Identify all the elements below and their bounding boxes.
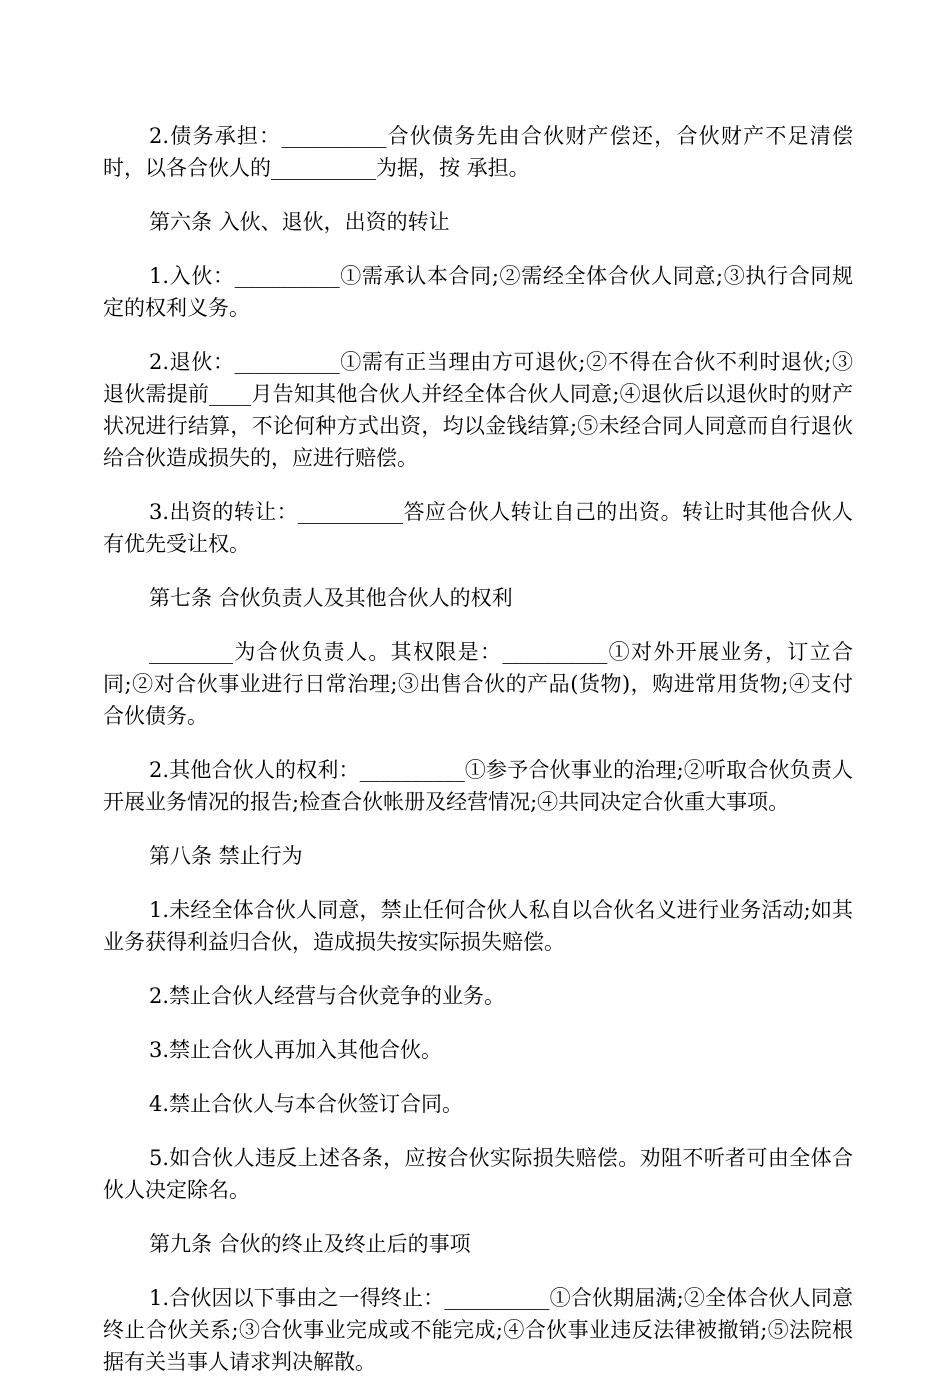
paragraph-prohibition-4: 4.禁止合伙人与本合伙签订合同。 xyxy=(149,1092,464,1116)
paragraph-prohibition-1: 1.未经全体合伙人同意，禁止任何合伙人私自以合伙名义进行业务活动;如其业务获得利益归合伙，造成损失按实际损失赔偿。 xyxy=(103,898,853,954)
paragraph-termination: 1.合伙因以下事由之一得终止：__________①合伙期届满;②全体合伙人同意终止合伙关系;③合伙事业完成或不能完成;④合伙事业违反法律被撤销;⑤法院根据有关当事人请求判决解散。 xyxy=(103,1286,853,1374)
paragraph-capital-transfer: 3.出资的转让：__________答应合伙人转让自己的出资。转让时其他合伙人有优先受让权。 xyxy=(103,500,853,556)
article-9-heading: 第九条 合伙的终止及终止后的事项 xyxy=(149,1232,471,1256)
paragraph-joining: 1.入伙：__________①需承认本合同;②需经全体合伙人同意;③执行合同规定的权利义务。 xyxy=(103,264,853,320)
paragraph-debt-liability: 2.债务承担：__________合伙债务先由合伙财产偿还，合伙财产不足清偿时，以各合伙人的__________为据，按 承担。 xyxy=(103,124,853,180)
paragraph-withdrawal: 2.退伙：__________①需有正当理由方可退伙;②不得在合伙不利时退伙;③退伙需提前____月告知其他合伙人并经全体合伙人同意;④退伙后以退伙时的财产状况进行结算，不论何种方式出资，均以金钱结算;⑤未经合同人同意而自行退伙给合伙造成损失的，应进行赔偿。 xyxy=(103,350,853,470)
article-7-heading: 第七条 合伙负责人及其他合伙人的权利 xyxy=(149,586,513,610)
paragraph-partner-rights: 2.其他合伙人的权利：__________①参予合伙事业的治理;②听取合伙负责人开展业务情况的报告;检查合伙帐册及经营情况;④共同决定合伙重大事项。 xyxy=(103,758,853,814)
article-6-heading: 第六条 入伙、退伙，出资的转让 xyxy=(149,210,450,234)
paragraph-prohibition-3: 3.禁止合伙人再加入其他合伙。 xyxy=(149,1038,443,1062)
document-body xyxy=(103,120,853,1400)
article-8-heading: 第八条 禁止行为 xyxy=(149,844,303,868)
paragraph-prohibition-5: 5.如合伙人违反上述各条，应按合伙实际损失赔偿。劝阻不听者可由全体合伙人决定除名。 xyxy=(103,1146,853,1202)
paragraph-prohibition-2: 2.禁止合伙人经营与合伙竞争的业务。 xyxy=(149,984,506,1008)
paragraph-manager-powers: ________为合伙负责人。其权限是：__________①对外开展业务，订立合同;②对合伙事业进行日常治理;③出售合伙的产品(货物)，购进常用货物;④支付合伙债务。 xyxy=(103,640,853,728)
